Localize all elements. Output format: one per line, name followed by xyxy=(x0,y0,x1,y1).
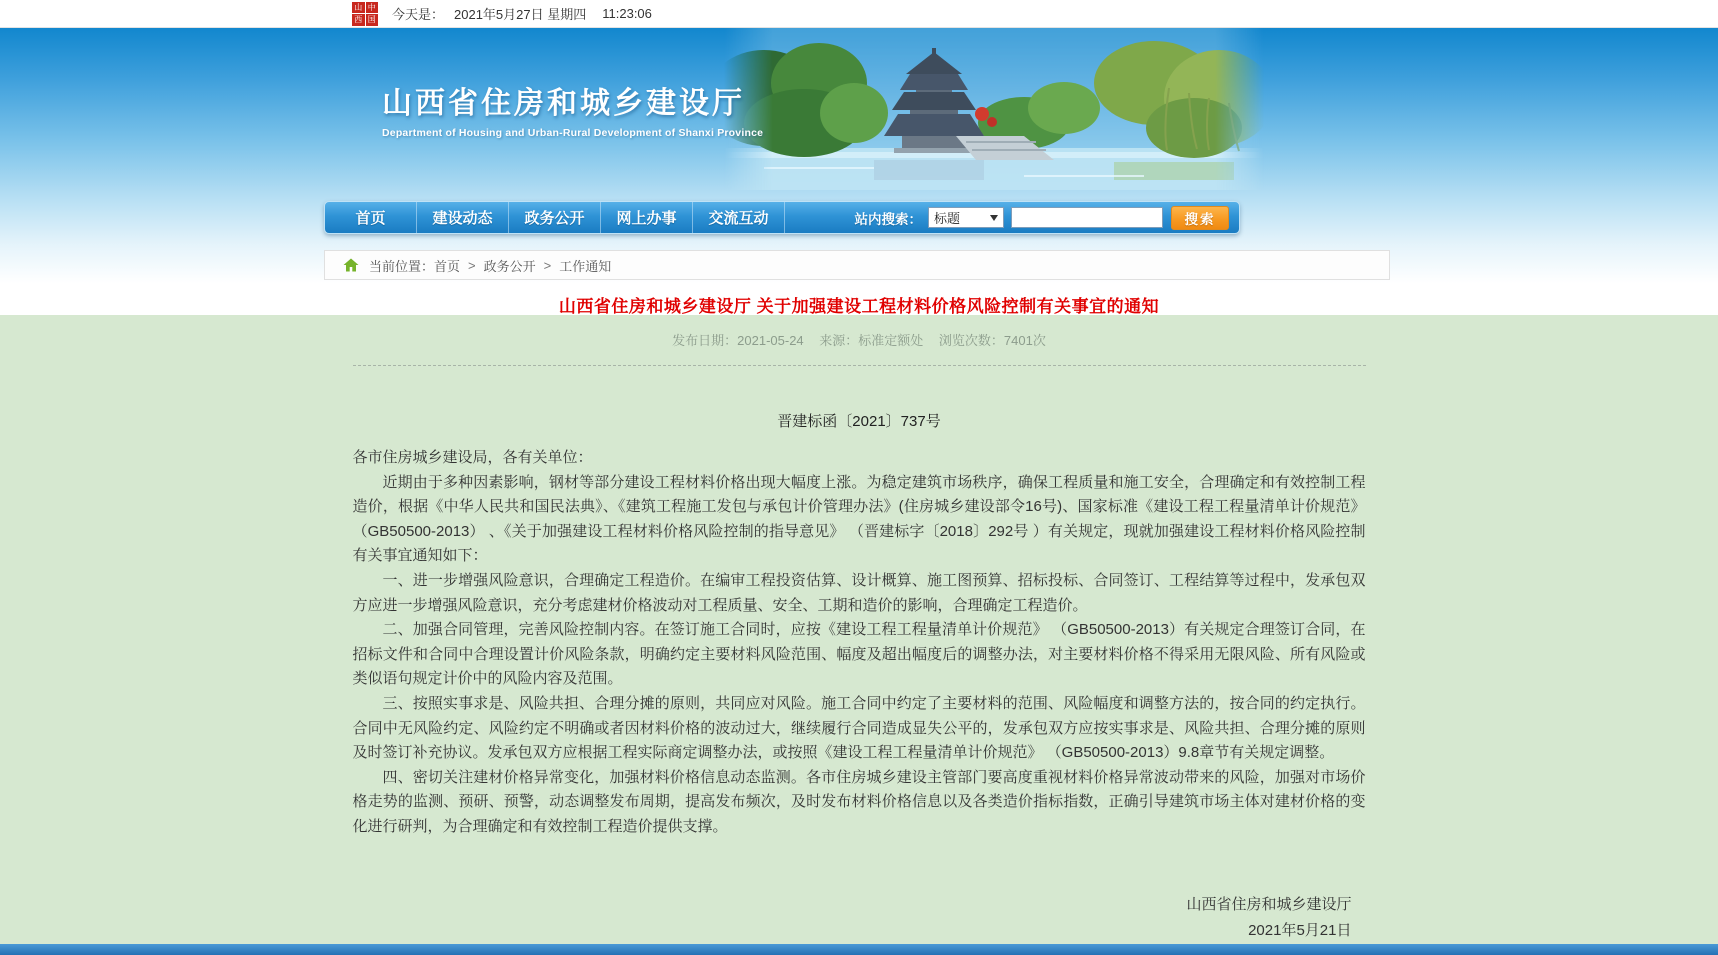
paragraph-item-3: 三、按照实事求是、风险共担、合理分摊的原则，共同应对风险。施工合同中约定了主要材料的范围、风险幅度和调整方法的，按合同的约定执行。合同中无风险约定、风险约定不明确或者因材料价格的波动过大，继续履行合同造成显失公平的，发承包双方应按实事求是、风险共担、合理分摊的原则及时签订补充协议。发承包双方应根据工程实际商定调整办法，或按照《建设工程工程量清单计价规范》 （GB50500-2013）9.8章节有关规定调整。 xyxy=(352,694,1366,762)
seal-char: 山 xyxy=(352,2,365,14)
breadcrumb xyxy=(324,250,1390,280)
site-search xyxy=(855,202,1230,233)
chevron-down-icon xyxy=(990,215,998,225)
article-body xyxy=(353,315,1366,944)
today-label: 今天是： xyxy=(392,7,445,22)
main-nav xyxy=(324,201,1240,234)
topbar-inner xyxy=(324,0,1394,27)
nav-item-construction-news[interactable]: 建设动态 xyxy=(417,202,509,233)
signature-date: 2021年5月21日 xyxy=(1248,921,1352,939)
today-datetime xyxy=(392,4,652,23)
breadcrumb-label: 当前位置： xyxy=(369,258,435,274)
publish-date: 发布日期：2021-05-24 xyxy=(672,333,804,348)
today-time: 11:23:06 xyxy=(602,6,652,21)
seal-char: 中 xyxy=(366,2,379,14)
paragraph-item-2: 二、加强合同管理，完善风险控制内容。在签订施工合同时，应按《建设工程工程量清单计价规范》 （GB50500-2013）有关规定合理签订合同，在招标文件和合同中合理设置计价风险条款，明确约定主要材料风险范围、幅度及超出幅度后的调整办法，对主要材料价格不得采用无限风险、所有风险或类似语句规定计价中的风险内容及范围。 xyxy=(352,621,1366,688)
view-count: 浏览次数：7401次 xyxy=(938,333,1046,348)
nav-item-online-services[interactable]: 网上办事 xyxy=(601,202,693,233)
nav-item-gov-affairs[interactable]: 政务公开 xyxy=(509,202,601,233)
home-icon xyxy=(343,258,359,272)
document-number: 晋建标函〔2021〕737号 xyxy=(777,413,941,430)
site-subtitle-en: Department of Housing and Urban-Rural Development of Shanxi Province xyxy=(382,127,764,139)
paragraph-item-1: 一、进一步增强风险意识，合理确定工程造价。在编审工程投资估算、设计概算、施工图预算、招标投标、合同签订、工程结算等过程中，发承包双方应进一步增强风险意识，充分考虑建材价格波动对工程质量、安全、工期和造价的影响，合理确定工程造价。 xyxy=(352,571,1366,614)
breadcrumb-separator: > xyxy=(468,257,476,273)
shanxi-china-seal-icon xyxy=(352,2,378,26)
signature-org: 山西省住房和城乡建设厅 xyxy=(1186,895,1352,913)
footer-strip xyxy=(0,944,1718,955)
article-title: 山西省住房和城乡建设厅 关于加强建设工程材料价格风险控制有关事宜的通知 xyxy=(558,297,1160,316)
banner-scenery-image xyxy=(724,28,1264,190)
topbar xyxy=(0,0,1718,28)
paragraph-item-4: 四、密切关注建材价格异常变化，加强材料价格信息动态监测。各市住房城乡建设主管部门要高度重视材料价格异常波动带来的风险，加强对市场价格走势的监测、预研、预警，动态调整发布周期，提高发布频次，及时发布材料价格信息以及各类造价指标指数，正确引导建筑市场主体对建材价格的变化进行研判，为合理确定和有效控制工程造价提供支撑。 xyxy=(352,768,1366,835)
seal-char: 国 xyxy=(366,14,379,26)
site-banner xyxy=(324,28,1394,190)
breadcrumb-home[interactable]: 首页 xyxy=(434,258,461,274)
site-title: 山西省住房和城乡建设厅 xyxy=(382,87,745,120)
signature-block xyxy=(353,892,1366,944)
search-button[interactable]: 搜索 xyxy=(1171,206,1229,230)
article-zone xyxy=(0,315,1718,944)
breadcrumb-separator: > xyxy=(543,257,552,273)
article-meta xyxy=(353,315,1366,366)
search-input[interactable] xyxy=(1011,207,1163,228)
seal-char: 西 xyxy=(352,14,365,26)
search-label: 站内搜索： xyxy=(854,211,922,227)
nav-item-home[interactable]: 首页 xyxy=(325,202,417,233)
nav-item-interaction[interactable]: 交流互动 xyxy=(693,202,785,233)
breadcrumb-work-notice[interactable]: 工作通知 xyxy=(559,258,612,274)
today-date: 2021年5月27日 星期四 xyxy=(454,7,587,22)
breadcrumb-gov-affairs[interactable]: 政务公开 xyxy=(483,258,536,274)
search-field-select[interactable] xyxy=(928,207,1004,228)
salutation: 各市住房城乡建设局，各有关单位： xyxy=(352,449,593,466)
search-select-value: 标题 xyxy=(934,211,961,226)
paragraph-intro: 近期由于多种因素影响，钢材等部分建设工程材料价格出现大幅度上涨。为稳定建筑市场秩序，确保工程质量和施工安全，合理确定和有效控制工程造价，根据《中华人民共和国民法典》、《建筑工程施工发包与承包计价管理办法》(住房城乡建设部令16号)、国家标准《建设工程工程量清单计价规范》 （GB50500-2013） 、《关于加强建设工程材料价格风险控制的指导意见》 （晋建标字〔2018〕292号 ）有关规定，现就加强建设工程材料价格风险控制有关事宜通知如下： xyxy=(352,473,1366,565)
header-zone xyxy=(0,28,1718,315)
source: 来源：标准定额处 xyxy=(819,333,924,348)
